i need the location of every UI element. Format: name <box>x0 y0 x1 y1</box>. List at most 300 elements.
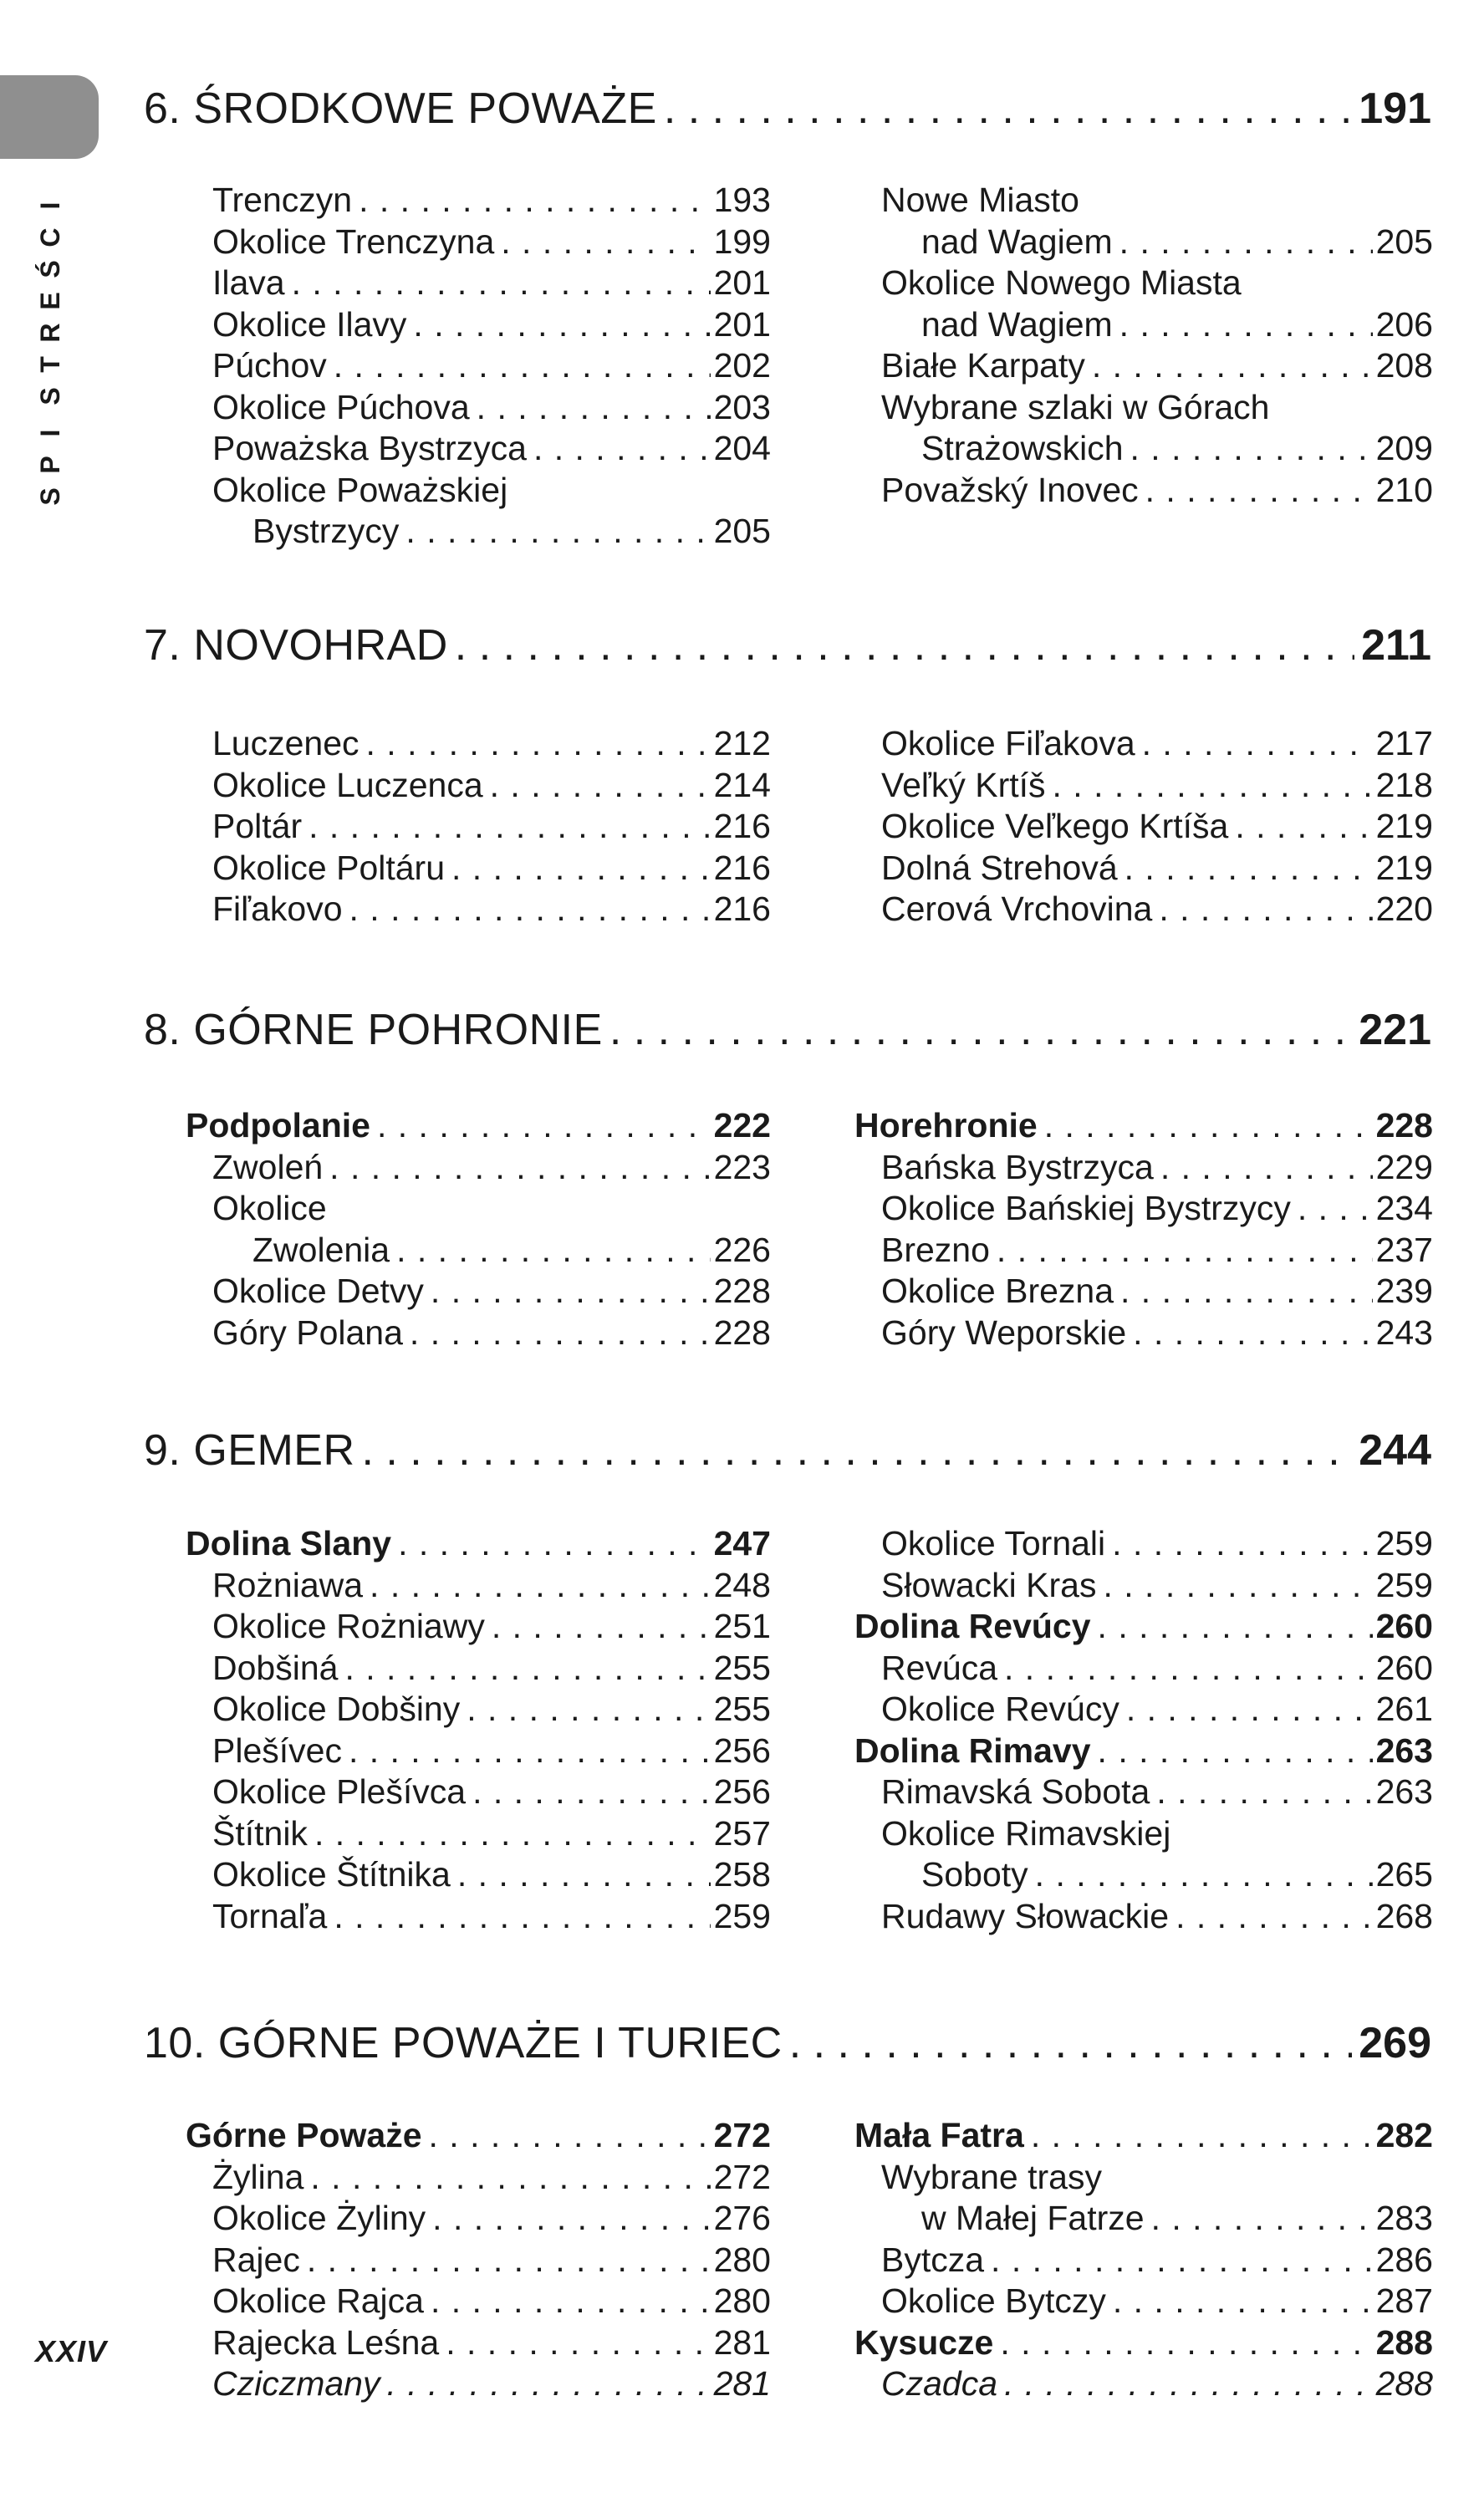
toc-entry[interactable] <box>854 2240 1433 2281</box>
entry-title: Okolice Brezna <box>881 1272 1114 1310</box>
entry-page-number: 214 <box>713 765 771 804</box>
entry-title: Okolice Rajca <box>212 2281 424 2320</box>
toc-entry[interactable] <box>186 2240 771 2281</box>
toc-entry[interactable] <box>854 263 1433 304</box>
toc-entry[interactable] <box>186 428 771 470</box>
entry-page-number: 218 <box>1375 765 1433 804</box>
entry-page-number: 288 <box>1375 2322 1433 2362</box>
entry-page-number: 260 <box>1375 1607 1433 1645</box>
entry-page-number: 223 <box>713 1147 771 1186</box>
chapter-page-number: 191 <box>1359 84 1431 133</box>
entry-title: Dobšiná <box>212 1648 339 1687</box>
toc-entry[interactable] <box>854 222 1433 263</box>
dot-leader <box>1298 1188 1373 1230</box>
entry-title: Mała Fatra <box>854 2116 1024 2154</box>
entry-title: Tornaľa <box>212 1896 328 1935</box>
dot-leader <box>451 848 711 890</box>
toc-entry[interactable] <box>854 387 1433 429</box>
dot-leader <box>997 1230 1373 1272</box>
toc-entry[interactable] <box>186 806 771 848</box>
entry-title: Zwoleń <box>212 1147 324 1186</box>
entry-page-number: 248 <box>713 1565 771 1604</box>
entry-page-number: 203 <box>713 387 771 426</box>
toc-entry[interactable] <box>854 2157 1433 2199</box>
toc-entry[interactable] <box>186 1854 771 1896</box>
toc-subsection[interactable] <box>854 2115 1433 2157</box>
toc-entry[interactable] <box>854 2281 1433 2322</box>
entry-title: Bystrzycy <box>252 512 400 550</box>
entry-page-number: 265 <box>1375 1855 1433 1894</box>
entry-title: Wybrane trasy <box>881 2157 1102 2196</box>
dot-leader <box>1044 1105 1373 1147</box>
toc-entry[interactable] <box>854 1523 1433 1565</box>
entry-page-number: 219 <box>1375 848 1433 887</box>
chapter-page-number: 221 <box>1359 1006 1431 1054</box>
entry-title: Veľký Krtíš <box>881 765 1046 804</box>
toc-entry[interactable] <box>854 1648 1433 1690</box>
entry-title: Plešívec <box>212 1731 342 1770</box>
dot-leader <box>1113 2281 1373 2322</box>
entry-title: Górne Poważe <box>186 2116 422 2154</box>
dot-leader <box>1098 1606 1373 1648</box>
entry-title: Dolina Rimavy <box>854 1731 1091 1770</box>
toc-subsection[interactable] <box>854 2322 1433 2364</box>
right-column <box>854 1105 1433 1353</box>
chapter-title: 8. GÓRNE POHRONIE <box>144 1006 603 1054</box>
side-label-letter: S <box>35 487 65 506</box>
entry-title: Rimavská Sobota <box>881 1772 1150 1811</box>
side-label-letter: Ś <box>35 260 65 278</box>
toc-entry[interactable] <box>186 2198 771 2240</box>
toc-entry[interactable] <box>854 848 1433 890</box>
entry-page-number: 255 <box>713 1648 771 1687</box>
entry-page-number: 260 <box>1375 1648 1433 1687</box>
entry-page-number: 226 <box>713 1230 771 1269</box>
entry-page-number: 217 <box>1375 724 1433 762</box>
toc-entry[interactable] <box>186 1147 771 1189</box>
entry-page-number: 206 <box>1375 304 1433 344</box>
entry-page-number: 216 <box>713 848 771 887</box>
entry-title: Fiľakovo <box>212 890 343 928</box>
entry-page-number: 247 <box>713 1524 771 1562</box>
entry-page-number: 205 <box>1375 222 1433 261</box>
entry-title: Brezno <box>881 1230 990 1269</box>
side-label-letter: C <box>35 227 65 247</box>
entry-title: Dolina Revúcy <box>854 1607 1091 1645</box>
entry-title: Strażowskich <box>921 429 1124 467</box>
dot-leader <box>789 2014 1353 2072</box>
entry-page-number: 272 <box>713 2116 771 2154</box>
dot-leader <box>334 1896 710 1938</box>
toc-subsection[interactable] <box>854 1105 1433 1147</box>
toc-entry[interactable] <box>854 1854 1433 1896</box>
side-label-letter: E <box>35 292 65 310</box>
dot-leader <box>1000 2322 1372 2364</box>
entry-title: Rudawy Słowackie <box>881 1896 1170 1935</box>
dot-leader <box>349 889 711 930</box>
toc-entry[interactable] <box>854 765 1433 807</box>
entry-title: Bańska Bystrzyca <box>881 1147 1154 1186</box>
toc-entry[interactable] <box>186 1648 771 1690</box>
dot-leader <box>1092 345 1373 387</box>
entry-page-number: 255 <box>713 1690 771 1728</box>
dot-leader <box>609 1001 1352 1059</box>
toc-entry[interactable] <box>186 1230 771 1272</box>
entry-page-number: 263 <box>1375 1731 1433 1770</box>
toc-entry[interactable] <box>854 470 1433 512</box>
entry-title: Okolice <box>212 1189 327 1227</box>
dot-leader <box>396 1230 710 1272</box>
entry-title: Okolice Poltáru <box>212 848 446 887</box>
entry-title: Okolice Revúcy <box>881 1690 1119 1728</box>
entry-title: Cziczmany <box>212 2364 380 2403</box>
right-column <box>854 180 1433 511</box>
entry-page-number: 193 <box>713 181 771 219</box>
entry-title: w Małej Fatrze <box>921 2199 1145 2237</box>
left-column <box>186 1523 771 1937</box>
chapter-page-number: 211 <box>1361 621 1431 670</box>
toc-entry[interactable] <box>854 1188 1433 1230</box>
dot-leader <box>329 1147 710 1189</box>
dot-leader <box>386 2363 710 2405</box>
side-label <box>33 192 67 506</box>
entry-title: Okolice Fiľakova <box>881 724 1135 762</box>
dot-leader <box>413 304 710 346</box>
dot-leader <box>455 616 1354 675</box>
toc-entry[interactable] <box>854 2363 1433 2405</box>
toc-subsection[interactable] <box>186 1105 771 1147</box>
chapter-heading[interactable] <box>144 1421 1431 1480</box>
entry-title: Okolice Detvy <box>212 1272 424 1310</box>
chapter-title: 6. ŚRODKOWE POWAŻE <box>144 84 657 133</box>
toc-entry[interactable] <box>854 1896 1433 1938</box>
dot-leader <box>362 1421 1353 1480</box>
side-label-letter: R <box>35 323 65 343</box>
entry-title: Horehronie <box>854 1106 1038 1144</box>
dot-leader <box>410 1313 711 1354</box>
dot-leader <box>1119 222 1373 263</box>
entry-page-number: 204 <box>713 429 771 467</box>
dot-leader <box>1175 1896 1372 1938</box>
dot-leader <box>1120 1271 1373 1313</box>
dot-leader <box>477 387 711 429</box>
entry-title: Nowe Miasto <box>881 181 1079 219</box>
entry-page-number: 287 <box>1375 2281 1433 2320</box>
entry-title: Okolice Rożniawy <box>212 1607 485 1645</box>
entry-title: Cerová Vrchovina <box>881 890 1153 928</box>
entry-page-number: 276 <box>713 2199 771 2237</box>
dot-leader <box>1112 1523 1372 1565</box>
entry-page-number: 222 <box>713 1106 771 1144</box>
dot-leader <box>370 1565 711 1607</box>
toc-subsection[interactable] <box>854 1606 1433 1648</box>
entry-page-number: 210 <box>1375 470 1433 509</box>
dot-leader <box>467 1689 710 1731</box>
entry-page-number: 202 <box>713 346 771 385</box>
toc-entry[interactable] <box>854 1771 1433 1813</box>
toc-entry[interactable] <box>186 2157 771 2199</box>
entry-title: Podpolanie <box>186 1106 370 1144</box>
side-label-letter: P <box>35 456 65 474</box>
chapter-heading[interactable] <box>144 2014 1431 2072</box>
entry-title: Okolice Bytczy <box>881 2281 1106 2320</box>
toc-entry[interactable] <box>854 304 1433 346</box>
dot-leader <box>1031 2115 1373 2157</box>
dot-leader <box>344 1648 710 1690</box>
entry-page-number: 280 <box>713 2281 771 2320</box>
toc-entry[interactable] <box>186 180 771 222</box>
entry-page-number: 256 <box>713 1772 771 1811</box>
toc-subsection[interactable] <box>186 2115 771 2157</box>
dot-leader <box>309 806 710 848</box>
dot-leader <box>1159 889 1372 930</box>
entry-page-number: 228 <box>1375 1106 1433 1144</box>
entry-title: Kysucze <box>854 2322 994 2362</box>
entry-title: Czadca <box>881 2364 998 2403</box>
entry-page-number: 220 <box>1375 890 1433 928</box>
dot-leader <box>429 2115 711 2157</box>
toc-entry[interactable] <box>186 511 771 553</box>
toc-entry[interactable] <box>186 1271 771 1313</box>
toc-subsection[interactable] <box>854 1731 1433 1772</box>
entry-page-number: 237 <box>1375 1230 1433 1269</box>
entry-page-number: 256 <box>713 1731 771 1770</box>
dot-leader <box>1151 2198 1373 2240</box>
entry-title: Okolice Luczenca <box>212 765 483 804</box>
dot-leader <box>1124 848 1373 890</box>
toc-entry[interactable] <box>186 1188 771 1230</box>
dot-leader <box>366 723 711 765</box>
dot-leader <box>1098 1731 1373 1772</box>
toc-entry[interactable] <box>186 1313 771 1354</box>
entry-title: Revúca <box>881 1648 998 1687</box>
toc-entry[interactable] <box>186 723 771 765</box>
entry-title: Luczenec <box>212 724 360 762</box>
entry-page-number: 216 <box>713 890 771 928</box>
entry-page-number: 283 <box>1375 2199 1433 2237</box>
entry-title: Okolice Żyliny <box>212 2199 426 2237</box>
toc-entry[interactable] <box>186 765 771 807</box>
entry-title: Okolice Trenczyna <box>212 222 495 261</box>
entry-title: Białe Karpaty <box>881 346 1085 385</box>
entry-page-number: 229 <box>1375 1147 1433 1186</box>
chapter-title: 10. GÓRNE POWAŻE I TURIEC <box>144 2019 783 2067</box>
entry-title: Trenczyn <box>212 181 353 219</box>
toc-entry[interactable] <box>854 723 1433 765</box>
dot-leader <box>1160 1147 1373 1189</box>
dot-leader <box>492 1606 711 1648</box>
toc-subsection[interactable] <box>186 1523 771 1565</box>
toc-entry[interactable] <box>186 470 771 512</box>
entry-title: Okolice Rimavskiej <box>881 1813 1171 1853</box>
entry-title: Okolice Nowego Miasta <box>881 263 1242 302</box>
section-tab-marker <box>0 75 99 159</box>
entry-page-number: 257 <box>713 1813 771 1853</box>
toc-entry[interactable] <box>186 263 771 304</box>
entry-page-number: 281 <box>713 2322 771 2362</box>
dot-leader <box>314 1813 711 1855</box>
toc-entry[interactable] <box>186 2322 771 2364</box>
entry-title: Púchov <box>212 346 327 385</box>
entry-page-number: 228 <box>713 1272 771 1310</box>
toc-entry[interactable] <box>186 1731 771 1772</box>
entry-title: Ilava <box>212 263 285 302</box>
dot-leader <box>1235 806 1372 848</box>
left-column <box>186 1105 771 1353</box>
entry-page-number: 268 <box>1375 1896 1433 1935</box>
entry-title: Rajecka Leśna <box>212 2322 440 2362</box>
toc-entry[interactable] <box>854 1565 1433 1607</box>
dot-leader <box>991 2240 1373 2281</box>
right-column <box>854 1523 1433 1937</box>
toc-entry[interactable] <box>854 1271 1433 1313</box>
entry-page-number: 208 <box>1375 346 1433 385</box>
dot-leader <box>349 1731 711 1772</box>
entry-title: Okolice Dobšiny <box>212 1690 461 1728</box>
entry-page-number: 219 <box>1375 807 1433 845</box>
entry-page-number: 263 <box>1375 1772 1433 1811</box>
entry-title: Soboty <box>921 1855 1028 1894</box>
toc-entry[interactable] <box>854 1147 1433 1189</box>
entry-page-number: 259 <box>1375 1565 1433 1604</box>
toc-entry[interactable] <box>186 848 771 890</box>
entry-title: Dolná Strehová <box>881 848 1118 887</box>
dot-leader <box>1145 470 1373 512</box>
entry-page-number: 234 <box>1375 1189 1433 1227</box>
toc-entry[interactable] <box>854 889 1433 930</box>
toc-entry[interactable] <box>186 1896 771 1938</box>
toc-entry[interactable] <box>854 345 1433 387</box>
toc-entry[interactable] <box>186 2281 771 2322</box>
dot-leader <box>490 765 711 807</box>
entry-page-number: 272 <box>713 2157 771 2196</box>
toc-entry[interactable] <box>186 2363 771 2405</box>
toc-entry[interactable] <box>186 222 771 263</box>
chapter-title: 7. NOVOHRAD <box>144 621 448 670</box>
chapter-heading[interactable] <box>144 1001 1431 1059</box>
entry-title: Poważska Bystrzyca <box>212 429 527 467</box>
toc-entry[interactable] <box>186 387 771 429</box>
entry-title: Żylina <box>212 2157 304 2196</box>
dot-leader <box>334 345 711 387</box>
toc-entry[interactable] <box>854 180 1433 222</box>
entry-page-number: 212 <box>713 724 771 762</box>
dot-leader <box>1142 723 1373 765</box>
entry-page-number: 209 <box>1375 429 1433 467</box>
dot-leader <box>359 180 710 222</box>
entry-title: Okolice Poważskiej <box>212 470 508 509</box>
toc-entry[interactable] <box>186 304 771 346</box>
entry-title: Dolina Slany <box>186 1524 392 1562</box>
dot-leader <box>457 1854 711 1896</box>
toc-entry[interactable] <box>186 1689 771 1731</box>
dot-leader <box>1035 1854 1373 1896</box>
entry-page-number: 288 <box>1375 2364 1433 2403</box>
dot-leader <box>1119 304 1373 346</box>
entry-page-number: 259 <box>713 1896 771 1935</box>
toc-entry[interactable] <box>854 2198 1433 2240</box>
chapter-page-number: 269 <box>1359 2019 1431 2067</box>
entry-title: Považský Inovec <box>881 470 1139 509</box>
dot-leader <box>405 511 710 553</box>
dot-leader <box>1004 1648 1373 1690</box>
entry-page-number: 261 <box>1375 1690 1433 1728</box>
toc-entry[interactable] <box>186 1606 771 1648</box>
side-label-letter: I <box>35 201 65 210</box>
toc-entry[interactable] <box>186 1565 771 1607</box>
dot-leader <box>431 2281 711 2322</box>
entry-title: Góry Weporskie <box>881 1313 1127 1352</box>
entry-page-number: 243 <box>1375 1313 1433 1352</box>
dot-leader <box>1130 428 1373 470</box>
toc-entry[interactable] <box>186 889 771 930</box>
dot-leader <box>501 222 710 263</box>
entry-page-number: 239 <box>1375 1272 1433 1310</box>
right-column <box>854 723 1433 930</box>
entry-title: Bytcza <box>881 2240 985 2279</box>
entry-title: nad Wagiem <box>921 222 1113 261</box>
dot-leader <box>664 79 1352 138</box>
dot-leader <box>307 2240 711 2281</box>
side-label-letter: T <box>35 356 65 373</box>
dot-leader <box>1004 2363 1373 2405</box>
side-label-letter: S <box>35 387 65 405</box>
toc-entry[interactable] <box>186 345 771 387</box>
dot-leader <box>1126 1689 1373 1731</box>
page-number: XXIV <box>35 2334 108 2368</box>
toc-entry[interactable] <box>854 1689 1433 1731</box>
chapter-page-number: 244 <box>1359 1426 1431 1475</box>
entry-page-number: 280 <box>713 2240 771 2279</box>
entry-page-number: 201 <box>713 304 771 344</box>
left-column <box>186 723 771 930</box>
chapter-title: 9. GEMER <box>144 1426 355 1475</box>
chapter-heading[interactable] <box>144 616 1431 675</box>
toc-entry[interactable] <box>854 1313 1433 1354</box>
dot-leader <box>446 2322 710 2364</box>
toc-entry[interactable] <box>854 1230 1433 1272</box>
chapter-heading[interactable] <box>144 79 1431 138</box>
dot-leader <box>472 1771 711 1813</box>
entry-page-number: 228 <box>713 1313 771 1352</box>
entry-page-number: 258 <box>713 1855 771 1894</box>
entry-title: Okolice Plešívca <box>212 1772 467 1811</box>
dot-leader <box>1053 765 1373 807</box>
dot-leader <box>310 2157 710 2199</box>
entry-title: Wybrane szlaki w Górach <box>881 387 1270 426</box>
toc-entry[interactable] <box>186 1813 771 1855</box>
entry-page-number: 286 <box>1375 2240 1433 2279</box>
dot-leader <box>432 2198 710 2240</box>
dot-leader <box>1156 1771 1372 1813</box>
entry-title: Poltár <box>212 807 303 845</box>
toc-entry[interactable] <box>854 1813 1433 1855</box>
entry-page-number: 281 <box>713 2364 771 2403</box>
side-label-letter: I <box>35 429 65 437</box>
toc-entry[interactable] <box>854 428 1433 470</box>
toc-entry[interactable] <box>854 806 1433 848</box>
entry-title: Okolice Ilavy <box>212 304 407 344</box>
dot-leader <box>533 428 711 470</box>
entry-page-number: 205 <box>713 512 771 550</box>
entry-title: Okolice Bańskiej Bystrzycy <box>881 1189 1291 1227</box>
entry-title: Rajec <box>212 2240 300 2279</box>
toc-entry[interactable] <box>186 1771 771 1813</box>
entry-title: Okolice Tornali <box>881 1524 1106 1562</box>
entry-page-number: 251 <box>713 1607 771 1645</box>
entry-page-number: 201 <box>713 263 771 302</box>
entry-title: Okolice Štítnika <box>212 1855 451 1894</box>
